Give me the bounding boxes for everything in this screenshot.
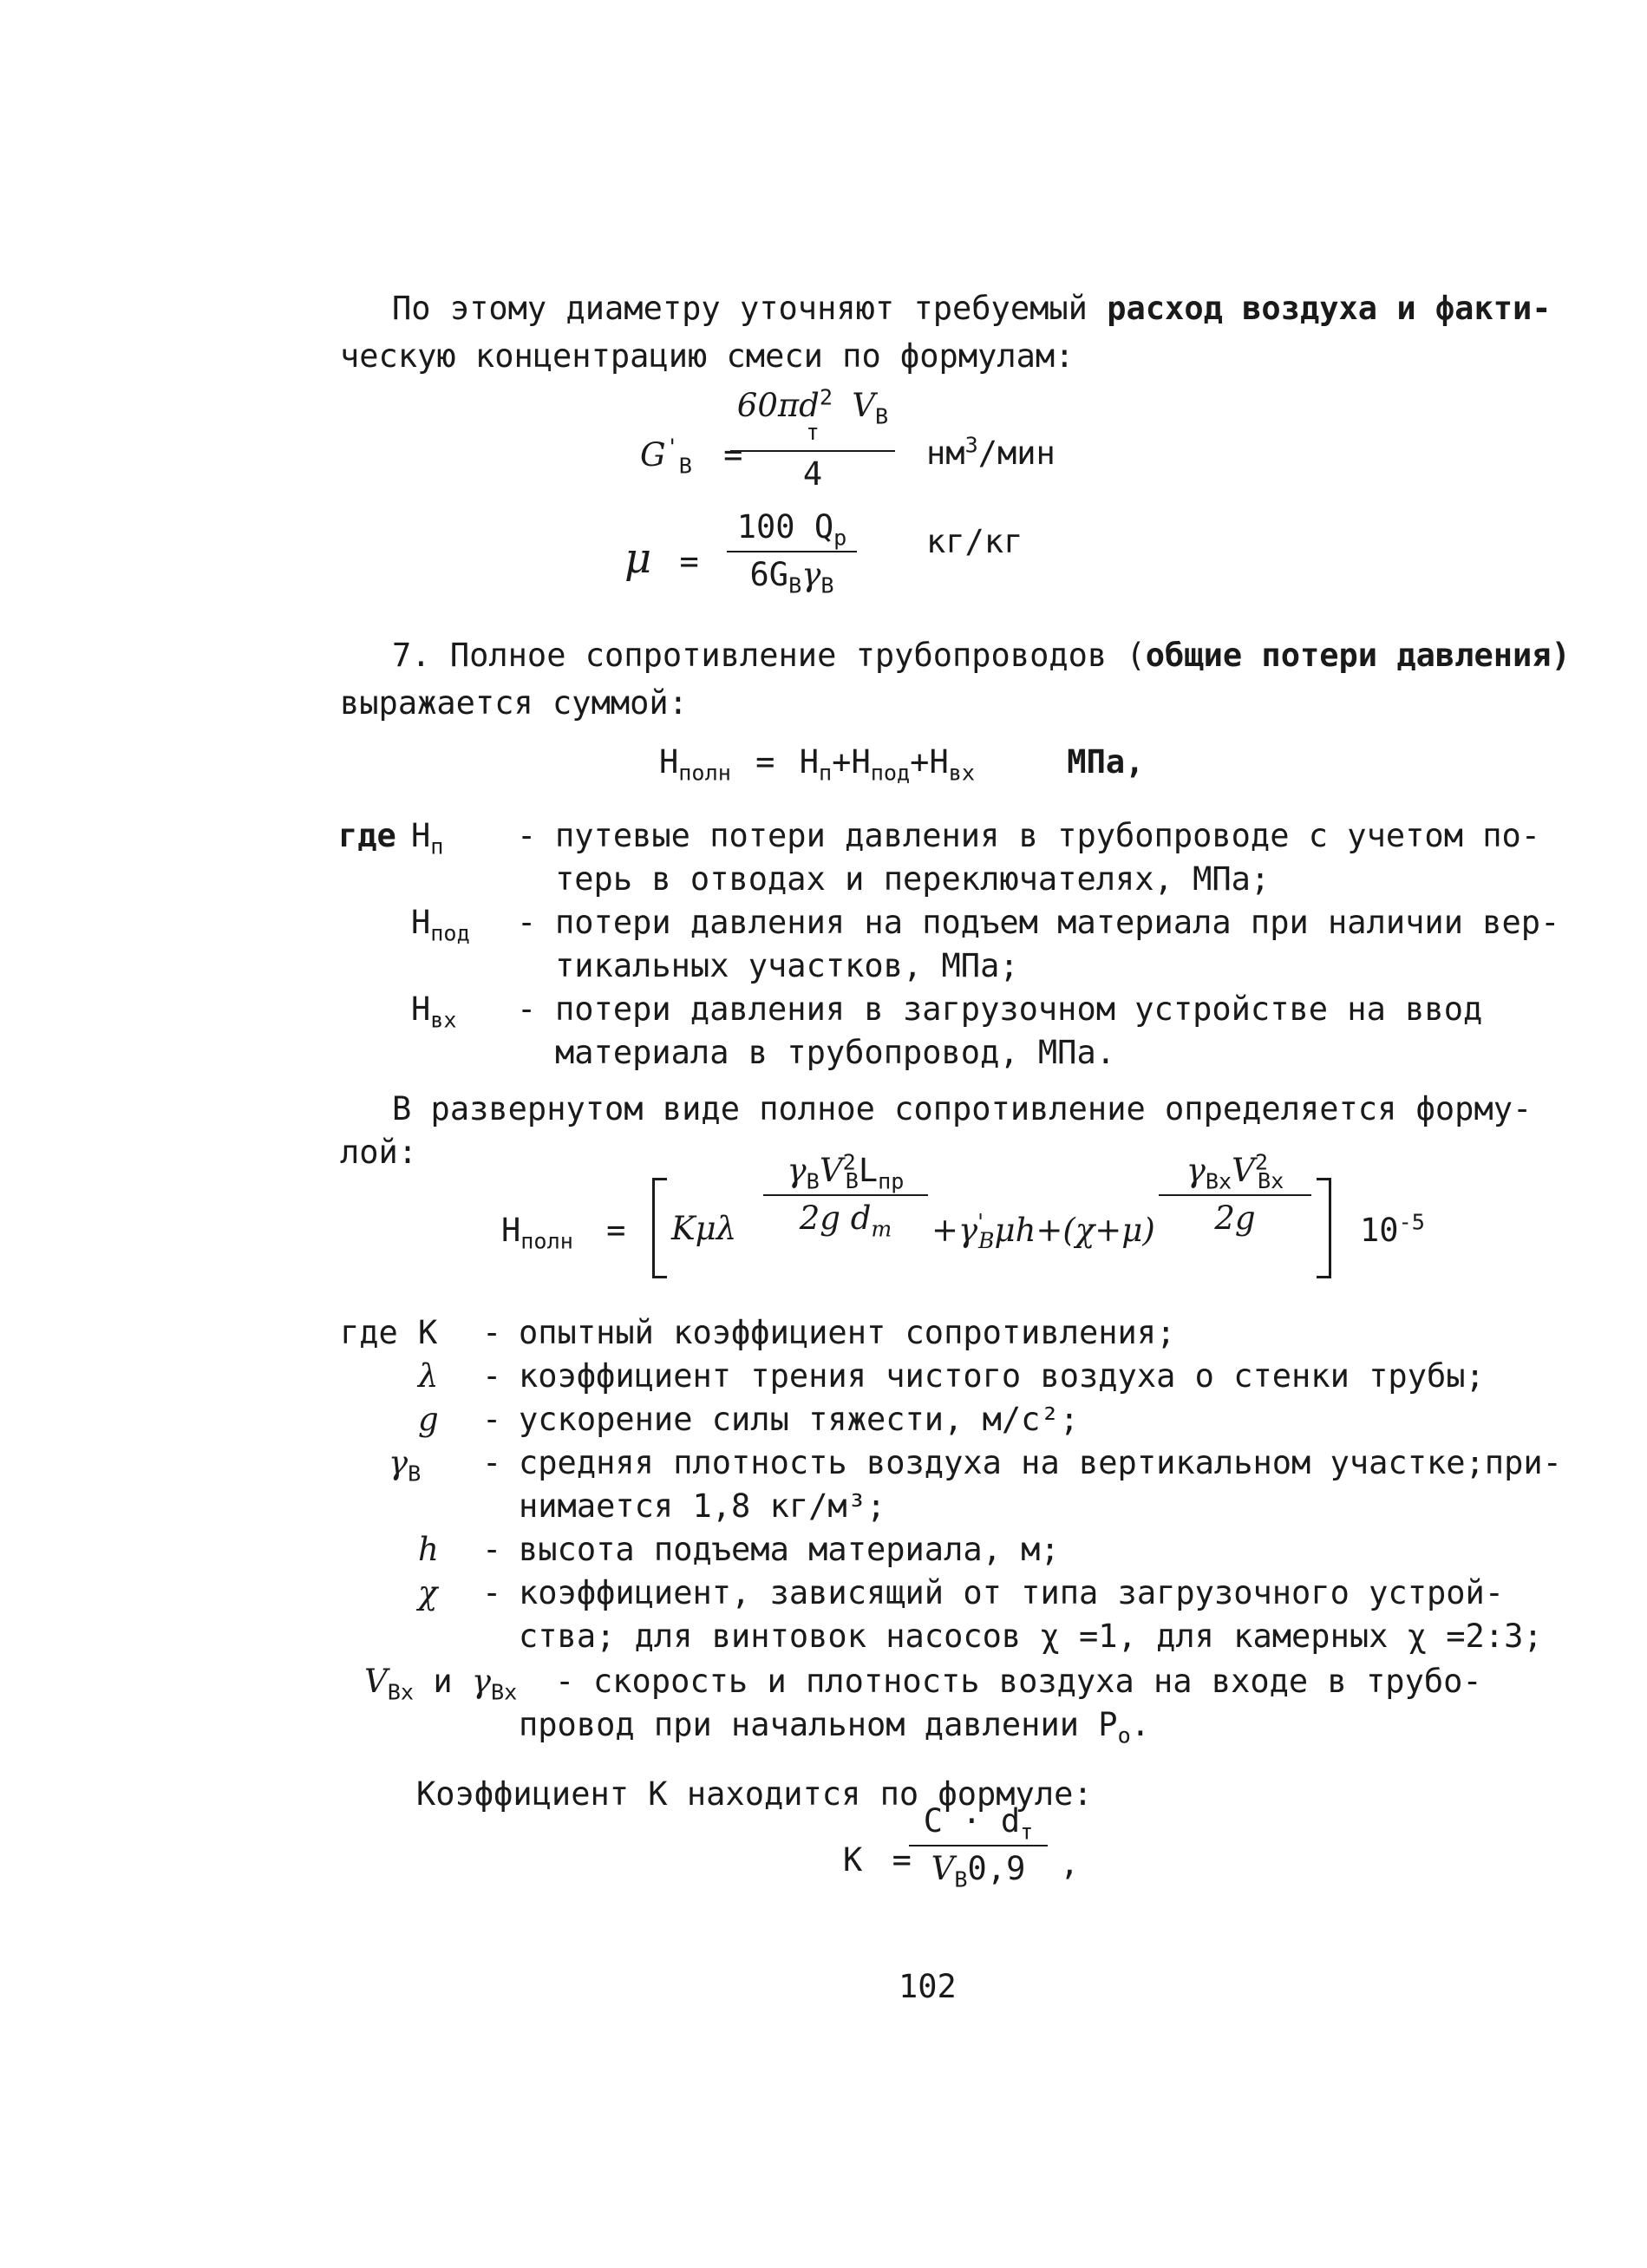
formula-1-lhs: $G'_В$ = xyxy=(640,434,743,479)
def-dash: - xyxy=(517,904,537,941)
formula-4-factor: $10^{-5}$ xyxy=(1360,1209,1425,1249)
def-dash: - xyxy=(482,1357,502,1395)
para7-line-2: выражается суммой: xyxy=(340,684,688,722)
def-symbol: K xyxy=(418,1314,438,1351)
formula-1-fraction xyxy=(730,384,895,493)
def-dash: - xyxy=(482,1401,502,1438)
formula-4-fraction-2 xyxy=(1159,1149,1311,1237)
intro-line-1 xyxy=(392,290,1552,327)
def-dash: - xyxy=(555,1663,575,1700)
def-text: ускорение силы тяжести, м/с²; xyxy=(519,1401,1080,1438)
k-coefficient-intro: Коэффициент К находится по формуле: xyxy=(416,1775,1093,1813)
formula-4-bar-2 xyxy=(1159,1194,1311,1196)
page-number: 102 xyxy=(899,1968,957,2005)
formula-2-denominator: $6G_В\gamma_В$ xyxy=(749,555,834,598)
formula-4-numerator-1: $\gamma_ВV^2_ВL_{пр}$ xyxy=(787,1149,905,1194)
def-symbol: $H_{вх}$ xyxy=(411,990,457,1033)
def-symbol: λ xyxy=(418,1357,439,1395)
def-dash: - xyxy=(482,1574,502,1611)
def-dash: - xyxy=(482,1314,502,1351)
def-symbol: $H_{под}$ xyxy=(411,904,470,946)
def-symbol: $H_п$ xyxy=(411,817,444,859)
def-text: материала в трубопровод, МПа. xyxy=(555,1034,1116,1071)
formula-4-lhs: $H_{полн}$ = xyxy=(501,1212,626,1254)
def-text: путевые потери давления в трубопроводе с учетом по- xyxy=(555,817,1541,854)
formula-5-comma: , xyxy=(1060,1845,1080,1882)
intro-bold-text: расход воздуха и факти- xyxy=(1107,290,1552,327)
def-text: терь в отводах и переключателях, МПа; xyxy=(555,860,1271,898)
formula-5-fraction xyxy=(909,1802,1048,1892)
def-text: провод при начальном давлении $P_o$. xyxy=(519,1706,1150,1748)
formula-2-numerator: 100 $Q_р$ xyxy=(736,508,847,551)
formula-4-denominator-2: 2g xyxy=(1214,1199,1256,1237)
def-dash: - xyxy=(482,1531,502,1568)
where-label: где xyxy=(338,817,396,854)
def-dash: - xyxy=(517,817,537,854)
def-text: коэффициент трения чистого воздуха о стенки трубы; xyxy=(519,1357,1485,1395)
intro-text: По этому диаметру уточняют требуемый xyxy=(392,290,1108,327)
formula-1-numerator: $60\pi d^2$ $V_В$ т xyxy=(736,384,889,446)
def-text: ства; для винтовок насосов χ =1, для камерных χ =2:3; xyxy=(519,1618,1543,1655)
formula-4-fraction-1 xyxy=(763,1149,928,1242)
def-text: высота подъема материала, м; xyxy=(519,1531,1060,1568)
formula-4-middle: $+\gamma'_В\mu h+(\chi+\mu)$ xyxy=(931,1209,1155,1254)
formula-total-resistance: $H_{полн} = H_п+H_{под}+H_{вх}$ МПа, xyxy=(659,743,1145,786)
formula-4-denominator-1: 2g $d_т$ xyxy=(799,1199,892,1242)
def-symbol: $\gamma_В$ xyxy=(389,1444,422,1487)
def-text: коэффициент, зависящий от типа загрузочного устрой- xyxy=(519,1574,1505,1611)
def-symbol: g xyxy=(418,1401,439,1438)
left-bracket xyxy=(652,1178,667,1278)
formula-1-unit: $нм^3$/мин xyxy=(926,432,1056,472)
def-text: потери давления на подъем материала при наличии вер- xyxy=(555,904,1560,941)
expanded-line-1: В развернутом виде полное сопротивление определяется форму- xyxy=(392,1090,1533,1127)
formula-2-unit: кг/кг xyxy=(926,523,1023,560)
expanded-line-2: лой: xyxy=(340,1134,418,1171)
formula-5-numerator: $C \cdot d_т$ xyxy=(923,1802,1034,1845)
def-text: потери давления в загрузочном устройстве на ввод xyxy=(555,990,1483,1028)
formula-5-lhs: K = xyxy=(843,1841,912,1879)
def-symbol: χ xyxy=(418,1574,438,1611)
formula-2-bar xyxy=(727,551,857,552)
def-dash: - xyxy=(517,990,537,1028)
def-symbol-pair: $V_{Вх}$ и $\gamma_{Вх}$ xyxy=(364,1663,518,1705)
formula-1-denominator: 4 xyxy=(802,455,823,493)
intro-line-2: ческую концентрацию смеси по формулам: xyxy=(340,337,1075,375)
formula-5-denominator: $V_В0,9$ xyxy=(931,1849,1026,1892)
right-bracket xyxy=(1317,1178,1331,1278)
formula-4-k: Kμλ xyxy=(671,1210,737,1247)
def-text: нимается 1,8 кг/м³; xyxy=(519,1487,886,1525)
def-text: тикальных участков, МПа; xyxy=(555,947,1019,984)
where-label: где xyxy=(340,1314,398,1351)
formula-1-bar xyxy=(730,450,895,452)
formula-5-bar xyxy=(909,1845,1048,1846)
formula-4-numerator-2: $\gamma_{Вх}V^2_{Вх}$ xyxy=(1186,1149,1284,1194)
def-dash: - xyxy=(482,1444,502,1481)
def-text: опытный коэффициент сопротивления; xyxy=(519,1314,1176,1351)
def-text: скорость и плотность воздуха на входе в трубо- xyxy=(593,1663,1482,1700)
formula-2-lhs: μ = xyxy=(624,534,699,583)
para7-line-1: 7. Полное сопротивление трубопроводов (общие потери давления) xyxy=(392,637,1571,674)
def-text: средняя плотность воздуха на вертикальном участке;при- xyxy=(519,1444,1562,1481)
def-symbol: h xyxy=(418,1531,439,1568)
formula-4-bar-1 xyxy=(763,1194,928,1196)
formula-2-fraction xyxy=(727,508,857,598)
